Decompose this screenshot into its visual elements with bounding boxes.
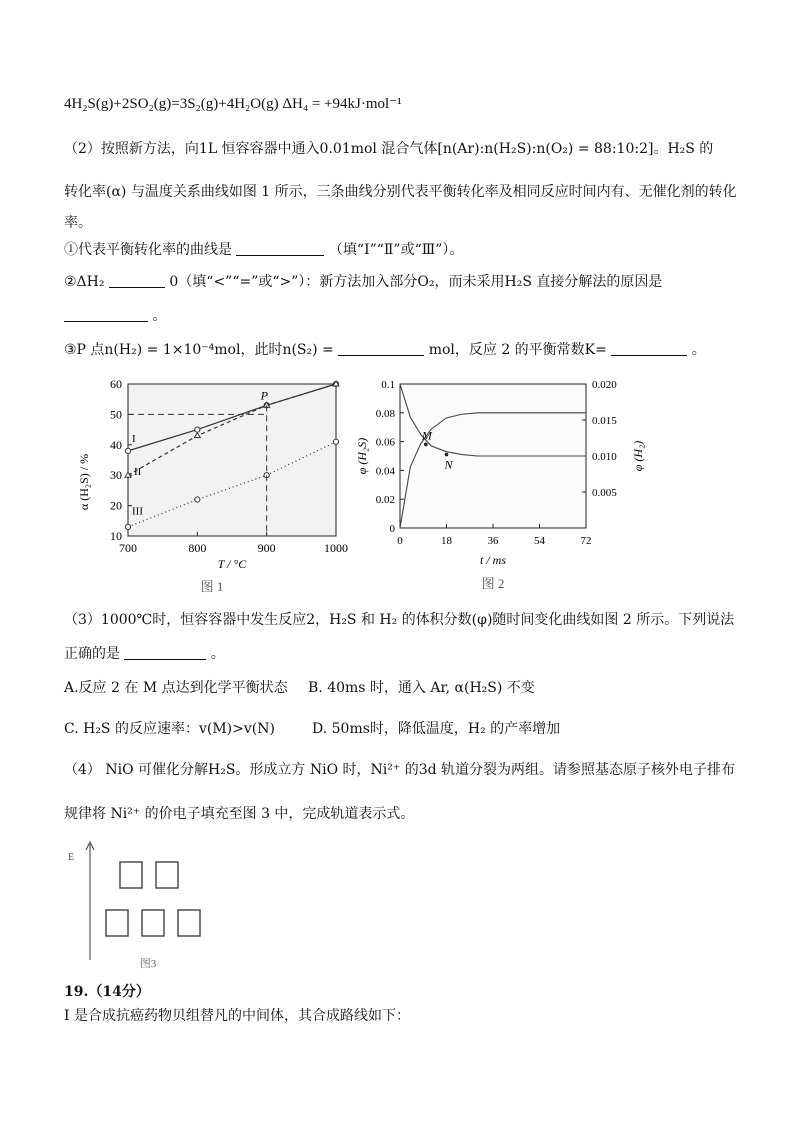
option-d: D. 50ms时，降低温度，H₂ 的产率增加 [312, 721, 561, 737]
fig2-right-tick-label: 0.015 [592, 415, 617, 427]
option-b: B. 40ms 时，通入 Ar, α(H₂S) 不变 [308, 680, 535, 696]
fig1-series-ii-label: II [134, 466, 142, 479]
sub-3-text: ③P 点n(H₂) = 1×10⁻⁴mol，此时n(S₂) = [64, 342, 334, 358]
question-2-sub-2-cont [64, 306, 166, 326]
question-3-line-1: （3）1000℃时，恒容容器中发生反应2，H₂S 和 H₂ 的体积分数(φ)随时间变化曲线如图 2 所示。下列说法 [64, 612, 735, 628]
fig2-y-tick-label: 0.08 [375, 407, 395, 420]
orbital-box-upper[interactable] [120, 862, 142, 888]
fig1-x-tick-label: 700 [119, 541, 137, 555]
orbital-box-lower[interactable] [142, 910, 164, 936]
fig1-data-point [125, 524, 130, 529]
question-19-heading: 19.（14分） [64, 984, 150, 1000]
sub-2-end: 。 [152, 308, 167, 324]
question-4-line-1: （4） NiO 可催化分解H₂S。形成立方 NiO 时，Ni²⁺ 的3d 轨道分裂为两组。请参照基态原子核外电子排布 [64, 762, 736, 778]
fig2-y-tick-label: 0.02 [375, 494, 395, 507]
fig2-x-tick-label: 72 [580, 535, 592, 547]
sub-2-text: ②ΔH₂ [64, 274, 105, 290]
fig1-y-tick-label: 20 [110, 498, 122, 513]
fig2-point-m-label: M [421, 428, 432, 443]
fig2-x-tick-label: 18 [441, 535, 452, 547]
fig2-y-tick-label: 0.04 [375, 465, 395, 478]
answer-blank[interactable] [64, 307, 148, 322]
fig2-x-axis-label: t / ms [479, 553, 507, 567]
fig1-x-tick-label: 900 [257, 541, 276, 555]
question-2-line-2: 转化率(α) 与温度关系曲线如图 1 所示，三条曲线分别代表平衡转化率及相同反应时间内有、无催化剂的转化 [64, 184, 737, 200]
option-c: C. H₂S 的反应速率：v(M)>v(N) [64, 721, 275, 737]
equation-line: 4H₂S(g)+2SO₂(g)=3S₂(g)+4H₂O(g) ΔH₄ = +94kJ·mol⁻¹ [64, 96, 402, 112]
fig1-data-point [333, 439, 338, 444]
answer-blank[interactable] [338, 341, 424, 356]
energy-label: E [68, 852, 75, 863]
question-19-intro: I 是合成抗癌药物贝组替凡的中间体，其合成路线如下： [64, 1008, 410, 1024]
question-2-sub-3 [64, 340, 706, 360]
fig1-y-tick-label: 50 [110, 407, 122, 422]
fig2-caption: 图 2 [481, 576, 505, 591]
sub-3-end: 。 [691, 342, 706, 358]
q3-text: 正确的是 [64, 646, 120, 662]
answer-blank[interactable] [611, 341, 687, 356]
fig1-y-axis-label: α (H₂S) / % [77, 453, 91, 511]
question-2-line-3: 率。 [64, 215, 92, 231]
fig1-series-iii-label: III [132, 505, 143, 518]
fig1-x-tick-label: 800 [188, 541, 207, 555]
answer-blank[interactable] [124, 645, 206, 660]
fig1-point-p-label: P [260, 388, 269, 403]
fig2-right-tick-label: 0.010 [592, 451, 617, 463]
sub-1-tail: （填“Ⅰ”“Ⅱ”或“Ⅲ”）。 [328, 242, 464, 258]
orbital-box-lower[interactable] [106, 910, 128, 936]
fig2-y-tick-label: 0 [389, 523, 395, 535]
answer-blank[interactable] [109, 273, 165, 288]
fig2-y-tick-label: 0.06 [375, 436, 395, 449]
question-2-sub-2 [64, 272, 662, 292]
fig1-caption: 图 1 [200, 579, 224, 594]
fig3-caption: 图3 [139, 958, 157, 970]
fig1-data-point [195, 427, 200, 432]
figure-1-chart [72, 372, 348, 598]
fig2-point-n [445, 453, 449, 457]
sub-1-text: ①代表平衡转化率的曲线是 [64, 242, 232, 258]
fig1-x-axis-label: T / °C [217, 557, 247, 571]
question-3-line-2 [64, 644, 225, 664]
orbital-box-lower[interactable] [178, 910, 200, 936]
fig1-y-tick-label: 10 [110, 529, 122, 543]
fig1-y-tick-label: 40 [110, 437, 122, 452]
answer-blank[interactable] [236, 241, 324, 256]
figure-2-chart [355, 372, 650, 598]
fig1-plot-area [128, 384, 336, 536]
fig2-right-tick-label: 0.020 [592, 379, 617, 391]
option-a: A.反应 2 在 M 点达到化学平衡状态 [64, 680, 288, 696]
fig2-x-tick-label: 0 [397, 535, 403, 547]
orbital-box-upper[interactable] [156, 862, 178, 888]
fig2-right-axis-label: φ (H₂) [631, 440, 645, 472]
fig2-right-tick-label: 0.005 [592, 487, 617, 499]
question-2-sub-1 [64, 240, 463, 260]
q3-end: 。 [210, 646, 225, 662]
question-2-line-1: （2）按照新方法，向1L 恒容容器中通入0.01mol 混合气体[n(Ar):n(H₂S):n(O₂) = 88:10:2]。H₂S 的 [64, 141, 714, 157]
sub-3-mid: mol，反应 2 的平衡常数K= [428, 342, 607, 358]
fig2-y-tick-label: 0.1 [381, 379, 395, 391]
fig2-left-axis-label: φ (H₂S) [355, 437, 369, 475]
fig2-point-m [424, 443, 428, 447]
fig2-x-tick-label: 54 [534, 535, 545, 547]
sub-2-tail: 0（填“<”“=”或“>”）：新方法加入部分O₂，而未采用H₂S 直接分解法的原因是 [169, 274, 663, 290]
fig1-series-i-label: I [132, 432, 136, 445]
fig1-y-tick-label: 30 [110, 468, 122, 483]
fig1-data-point [125, 448, 130, 453]
fig2-x-tick-label: 36 [487, 535, 499, 547]
fig2-point-n-label: N [444, 457, 453, 472]
fig1-y-tick-label: 60 [110, 377, 122, 391]
fig1-data-point [195, 497, 200, 502]
question-4-line-2: 规律将 Ni²⁺ 的价电子填充至图 3 中，完成轨道表示式。 [64, 806, 415, 822]
figure-3-orbital-diagram [64, 838, 214, 976]
fig1-x-tick-label: 1000 [324, 541, 348, 555]
